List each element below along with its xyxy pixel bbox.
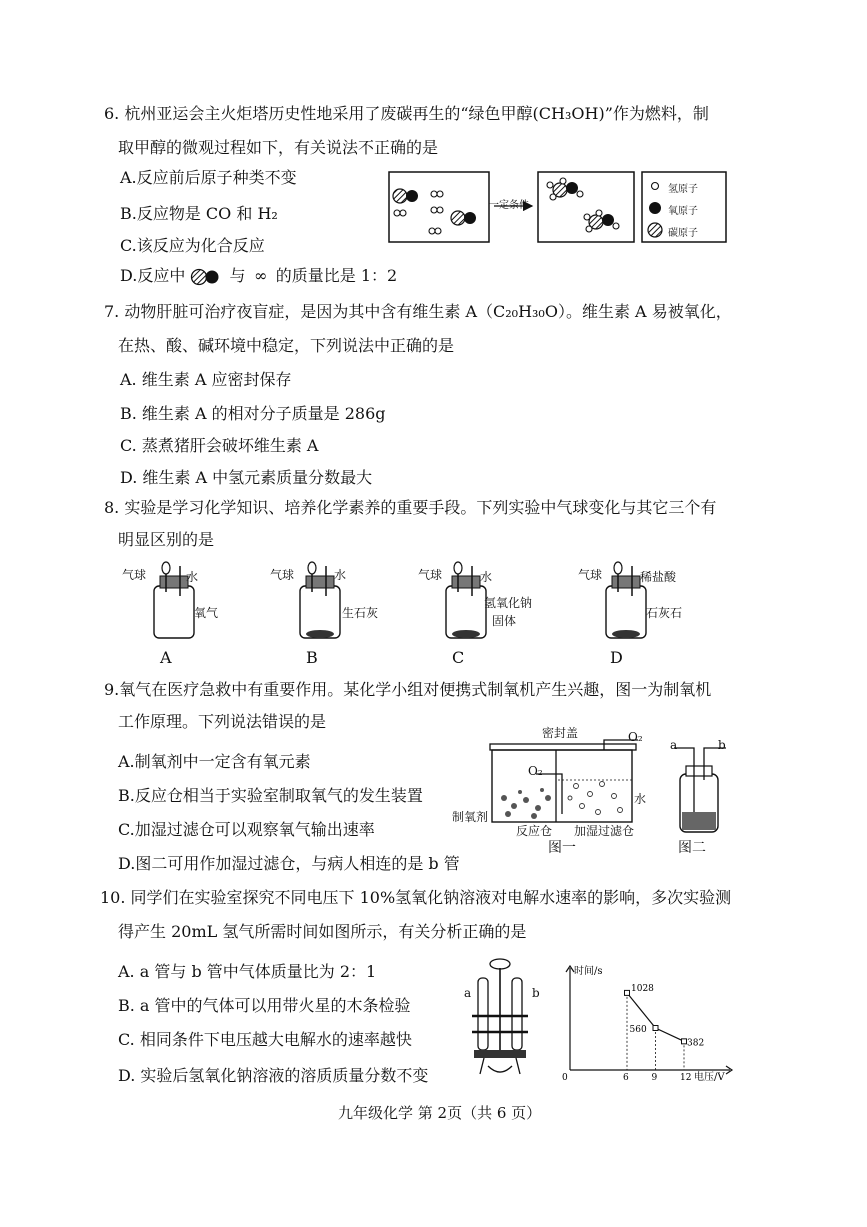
q6-option-c: C.该反应为化合反应 bbox=[120, 236, 265, 255]
fig2-caption: 图二 bbox=[678, 840, 706, 856]
co-molecule-2 bbox=[451, 211, 476, 225]
h2-molecule-icon: ∞ bbox=[253, 266, 268, 285]
fig2-tube-a-label: a bbox=[670, 738, 678, 752]
flask-c-balloon-label: 气球 bbox=[418, 568, 443, 582]
q10-stem-line1: 10. 同学们在实验室探究不同电压下 10%氢氧化钠溶液对电解水速率的影响，多次实验测 bbox=[100, 888, 732, 907]
flask-c-letter: C bbox=[452, 648, 465, 667]
q6-option-d bbox=[120, 266, 397, 286]
flask-a-content-label: 氧气 bbox=[194, 606, 219, 620]
legend-carbon: 碳原子 bbox=[668, 228, 698, 239]
co-molecule-1 bbox=[393, 189, 418, 203]
fig1-agent-label: 制氧剂 bbox=[452, 810, 489, 824]
q9-option-c: C.加湿过滤仓可以观察氧气输出速率 bbox=[118, 820, 375, 839]
q8-stem-line2: 明显区别的是 bbox=[118, 530, 215, 549]
q7-option-b: B. 维生素 A 的相对分子质量是 286g bbox=[120, 404, 386, 423]
page-footer: 九年级化学 第 2页（共 6 页） bbox=[338, 1104, 542, 1122]
q10-option-d: D. 实验后氢氧化钠溶液的溶质质量分数不变 bbox=[118, 1066, 429, 1085]
q9-stem-line2: 工作原理。下列说法错误的是 bbox=[118, 712, 327, 731]
q10-option-a: A. a 管与 b 管中气体质量比为 2：1 bbox=[118, 962, 377, 981]
oxygen-atom-icon bbox=[649, 202, 661, 214]
fig1-caption: 图一 bbox=[548, 840, 576, 856]
data-label: 560 bbox=[629, 1025, 647, 1035]
q6-condition-label: 一定条件 bbox=[489, 200, 529, 211]
fig1-lid-label: 密封盖 bbox=[542, 726, 579, 740]
x-tick-label: 6 bbox=[623, 1073, 629, 1083]
fig1-chamber1-label: 反应仓 bbox=[516, 824, 553, 838]
legend-oxygen: 氧原子 bbox=[668, 206, 698, 217]
data-point bbox=[625, 990, 630, 995]
q9-option-d: D.图二可用作加湿过滤仓，与病人相连的是 b 管 bbox=[118, 854, 460, 873]
flask-a-letter: A bbox=[160, 648, 172, 667]
x-axis-label: 电压/V bbox=[694, 1072, 725, 1083]
fig1-o2-inner-label: O₂ bbox=[528, 764, 543, 778]
q6-option-a: A.反应前后原子种类不变 bbox=[120, 168, 297, 187]
q7-option-c: C. 蒸煮猪肝会破坏维生素 A bbox=[120, 436, 319, 455]
flask-c-content2-label: 固体 bbox=[492, 614, 517, 628]
x-tick-label: 0 bbox=[562, 1073, 568, 1083]
q6-stem-line2: 取甲醇的微观过程如下，有关说法不正确的是 bbox=[118, 138, 439, 157]
app-tube-b-label: b bbox=[532, 986, 540, 1000]
fig2-tube-b-label: b bbox=[718, 738, 726, 752]
flask-d-liquid-label: 稀盐酸 bbox=[640, 570, 677, 584]
data-label: 1028 bbox=[631, 983, 654, 994]
carbon-atom-icon bbox=[648, 223, 662, 237]
flask-c-liquid-label: 水 bbox=[480, 570, 493, 584]
x-tick-label: 9 bbox=[651, 1073, 658, 1083]
q9-option-a: A.制氧剂中一定含有氧元素 bbox=[118, 752, 311, 771]
q10-option-b: B. a 管中的气体可以用带火星的木条检验 bbox=[118, 996, 411, 1015]
flask-b-balloon-label: 气球 bbox=[270, 568, 295, 582]
legend-hydrogen: 氢原子 bbox=[668, 184, 698, 195]
q6-option-d-suffix: 的质量比是 1：2 bbox=[275, 266, 398, 285]
x-tick-label: 12 bbox=[680, 1073, 692, 1083]
data-point bbox=[682, 1039, 687, 1044]
q10-stem-line2: 得产生 20mL 氢气所需时间如图所示，有关分析正确的是 bbox=[118, 922, 527, 941]
q10-option-c: C. 相同条件下电压越大电解水的速率越快 bbox=[118, 1030, 412, 1049]
q6-option-d-prefix: D.反应中 bbox=[120, 266, 186, 285]
flask-a-liquid-label: 水 bbox=[186, 570, 199, 584]
q10-time-voltage-chart bbox=[560, 960, 740, 1083]
flask-b-liquid-label: 水 bbox=[334, 568, 347, 582]
q7-option-d: D. 维生素 A 中氢元素质量分数最大 bbox=[120, 468, 373, 487]
q7-stem-line2: 在热、酸、碱环境中稳定，下列说法中正确的是 bbox=[118, 336, 455, 355]
q7-stem-line1: 7. 动物肝脏可治疗夜盲症，是因为其中含有维生素 A（C₂₀H₃₀O）。维生素 A 易被氧化， bbox=[104, 302, 732, 321]
q9-figure1-oxygen-generator bbox=[486, 736, 646, 826]
flask-b-letter: B bbox=[306, 648, 318, 667]
q9-option-b: B.反应仓相当于实验室制取氧气的发生装置 bbox=[118, 786, 423, 805]
data-point bbox=[653, 1026, 658, 1031]
flask-d-letter: D bbox=[610, 648, 623, 667]
q9-figure2-wash-bottle bbox=[670, 740, 730, 836]
methanol-molecule-2 bbox=[584, 210, 619, 232]
q6-option-b: B.反应物是 CO 和 H₂ bbox=[120, 204, 278, 223]
q6-stem-line1: 6. 杭州亚运会主火炬塔历史性地采用了废碳再生的“绿色甲醇(CH₃OH)”作为燃料，制 bbox=[104, 104, 709, 123]
flask-c-content-label: 氢氧化钠 bbox=[484, 596, 533, 610]
methanol-molecule-1 bbox=[547, 178, 583, 200]
oxygen-agent bbox=[501, 788, 551, 819]
q8-stem-line1: 8. 实验是学习化学知识、培养化学素养的重要手段。下列实验中气球变化与其它三个有 bbox=[104, 498, 717, 517]
q7-option-a: A. 维生素 A 应密封保存 bbox=[120, 370, 292, 389]
q6-option-d-mid: 与 bbox=[229, 266, 246, 285]
app-tube-a-label: a bbox=[464, 986, 472, 1000]
fig1-water-label: 水 bbox=[634, 792, 647, 806]
q9-stem-line1: 9.氧气在医疗急救中有重要作用。某化学小组对便携式制氧机产生兴趣，图一为制氧机 bbox=[104, 680, 712, 699]
flask-a-balloon-label: 气球 bbox=[122, 568, 147, 582]
fig1-o2-out-label: O₂ bbox=[628, 730, 643, 744]
flask-d-balloon-label: 气球 bbox=[578, 568, 603, 582]
bubbles bbox=[568, 782, 623, 815]
q10-electrolysis-apparatus bbox=[470, 958, 530, 1078]
fig1-chamber2-label: 加湿过滤仓 bbox=[574, 824, 635, 838]
flask-b-content-label: 生石灰 bbox=[342, 606, 379, 620]
flask-d-content-label: 石灰石 bbox=[646, 606, 683, 620]
y-axis-label: 时间/s bbox=[574, 966, 603, 977]
hydrogen-atom-icon bbox=[652, 183, 659, 190]
co-molecule-icon bbox=[190, 268, 224, 286]
data-label: 382 bbox=[687, 1038, 705, 1049]
